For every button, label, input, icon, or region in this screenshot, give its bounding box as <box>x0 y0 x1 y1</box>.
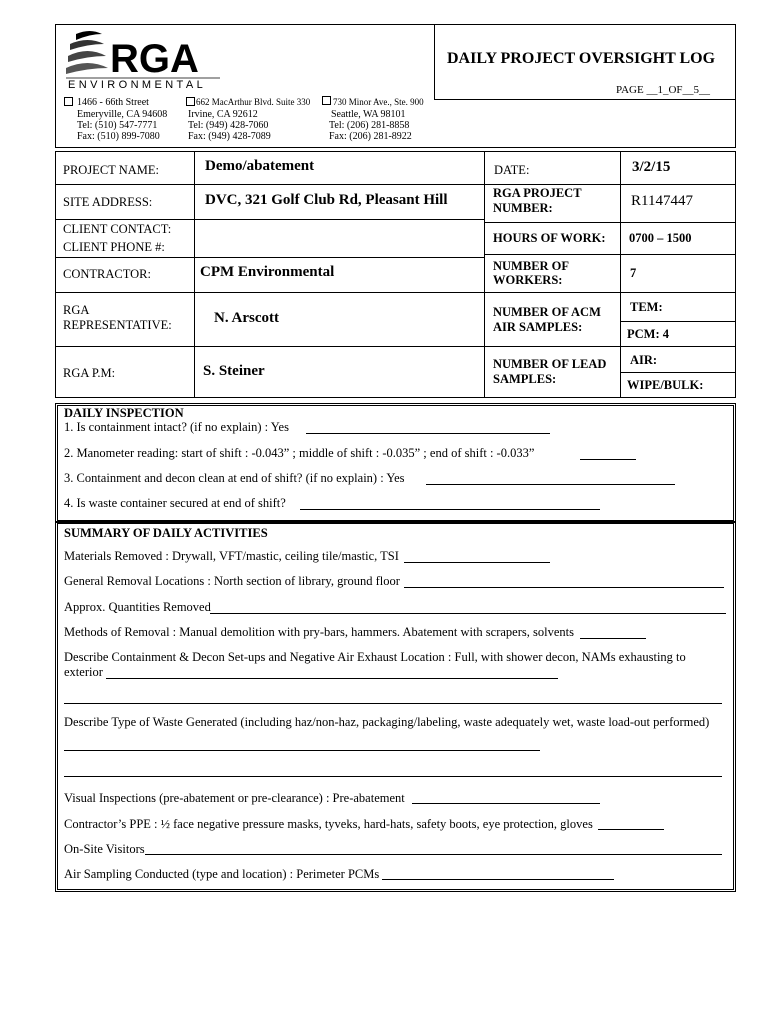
rga-rep-label-1: RGA <box>63 303 90 317</box>
inspection-q3: 3. Containment and decon clean at end of shift? (if no explain) : Yes <box>64 471 405 485</box>
waste-generated-line-1[interactable] <box>64 750 540 751</box>
form-title: DAILY PROJECT OVERSIGHT LOG <box>447 50 716 67</box>
inspection-q1-answer-line[interactable] <box>306 433 550 434</box>
office-irvine-line4: Fax: (949) 428-7089 <box>188 131 271 142</box>
rga-pm-label: RGA P.M: <box>63 366 116 380</box>
air-sampling: Air Sampling Conducted (type and location) : Perimeter PCMs <box>64 867 380 881</box>
office-emeryville-line2: Emeryville, CA 94608 <box>77 109 168 120</box>
office-seattle-line3: Tel: (206) 281-8858 <box>329 120 410 131</box>
approx-quantities-line[interactable] <box>210 613 726 614</box>
workers-value[interactable]: 7 <box>630 266 637 280</box>
contractor-ppe-line[interactable] <box>598 829 664 830</box>
workers-label-1: NUMBER OF <box>493 259 570 273</box>
site-address-value[interactable]: DVC, 321 Golf Club Rd, Pleasant Hill <box>205 192 448 208</box>
general-removal-locations-line[interactable] <box>404 587 724 588</box>
grid-row-left-2 <box>55 219 484 220</box>
grid-row-left-5 <box>55 346 484 347</box>
inspection-q2: 2. Manometer reading: start of shift : -0.043” ; middle of shift : -0.035” ; end of shift : -0.033” <box>64 446 535 460</box>
client-contact-label: CLIENT CONTACT: <box>63 222 172 236</box>
logo-subtext: ENVIRONMENTAL <box>68 79 207 90</box>
grid-row-left-1 <box>55 184 484 185</box>
date-label: DATE: <box>494 163 530 177</box>
lead-label-1: NUMBER OF LEAD <box>493 357 607 371</box>
wipe-bulk-label[interactable]: WIPE/BULK: <box>627 378 704 392</box>
inspection-q3-answer-line[interactable] <box>426 484 675 485</box>
rga-logo <box>64 28 224 90</box>
contractor-label: CONTRACTOR: <box>63 267 151 281</box>
office-emeryville-line4: Fax: (510) 899-7080 <box>77 131 160 142</box>
pcm-label[interactable]: PCM: 4 <box>627 327 669 341</box>
header-row-divider <box>434 99 736 100</box>
grid-row-left-3 <box>55 257 484 258</box>
office-irvine-checkbox[interactable] <box>186 97 195 106</box>
grid-row-air-wipe <box>620 372 736 373</box>
inspection-q4-answer-line[interactable] <box>300 509 600 510</box>
office-irvine-line2: Irvine, CA 92612 <box>188 109 258 120</box>
office-emeryville-line1: 1466 - 66th Street <box>77 97 149 108</box>
office-seattle-checkbox[interactable] <box>322 96 331 105</box>
grid-col-3 <box>620 151 621 398</box>
visual-inspections: Visual Inspections (pre-abatement or pre-clearance) : Pre-abatement <box>64 791 405 805</box>
methods-of-removal-line[interactable] <box>580 638 646 639</box>
on-site-visitors: On-Site Visitors <box>64 842 145 856</box>
project-number-label-1: RGA PROJECT <box>493 186 582 200</box>
rga-rep-label-2: REPRESENTATIVE: <box>63 318 172 332</box>
office-emeryville-line3: Tel: (510) 547-7771 <box>77 120 158 131</box>
office-irvine-line1: 662 MacArthur Blvd. Suite 330 <box>196 97 311 107</box>
methods-of-removal: Methods of Removal : Manual demolition with pry-bars, hammers. Abatement with scrapers, solvents <box>64 625 574 639</box>
office-seattle-line2: Seattle, WA 98101 <box>331 109 406 120</box>
approx-quantities: Approx. Quantities Removed <box>64 600 211 614</box>
containment-line-2[interactable] <box>64 703 722 704</box>
header-divider <box>434 24 435 99</box>
inspection-heading: DAILY INSPECTION <box>64 406 184 420</box>
grid-row-right-4 <box>484 292 736 293</box>
materials-removed-line[interactable] <box>404 562 550 563</box>
containment-description-2: exterior <box>64 665 103 679</box>
project-number-label-2: NUMBER: <box>493 201 553 215</box>
containment-line-1[interactable] <box>106 678 558 679</box>
inspection-q1: 1. Is containment intact? (if no explain) : Yes <box>64 420 289 434</box>
containment-description-1: Describe Containment & Decon Set-ups and Negative Air Exhaust Location : Full, with shower decon, NAMs exhausting to <box>64 650 686 664</box>
grid-row-right-2 <box>484 222 736 223</box>
visual-inspections-line[interactable] <box>412 803 600 804</box>
logo-text: RGA <box>110 37 199 81</box>
waste-generated: Describe Type of Waste Generated (including haz/non-haz, packaging/labeling, waste adequately wet, waste load-out performed) <box>64 715 710 729</box>
grid-col-1 <box>194 151 195 398</box>
contractor-value[interactable]: CPM Environmental <box>200 264 335 280</box>
grid-row-right-3 <box>484 254 736 255</box>
acm-label-1: NUMBER OF ACM <box>493 305 601 319</box>
page-label: PAGE __1_OF__5__ <box>616 84 711 96</box>
grid-row-right-1 <box>484 184 736 185</box>
tem-label[interactable]: TEM: <box>630 300 663 314</box>
waste-generated-line-2[interactable] <box>64 776 722 777</box>
general-removal-locations: General Removal Locations : North section of library, ground floor <box>64 574 400 588</box>
site-address-label: SITE ADDRESS: <box>63 195 153 209</box>
project-name-value[interactable]: Demo/abatement <box>205 158 315 174</box>
client-phone-label: CLIENT PHONE #: <box>63 240 165 254</box>
lead-label-2: SAMPLES: <box>493 372 557 386</box>
inspection-q2-answer-line[interactable] <box>580 459 636 460</box>
grid-col-2 <box>484 151 485 398</box>
rga-rep-value[interactable]: N. Arscott <box>214 310 279 326</box>
contractor-ppe: Contractor’s PPE : ½ face negative pressure masks, tyveks, hard-hats, safety boots, eye protection, gloves <box>64 817 593 831</box>
on-site-visitors-line[interactable] <box>145 854 722 855</box>
office-seattle-line1: 730 Minor Ave., Ste. 900 <box>333 97 424 107</box>
rga-pm-value[interactable]: S. Steiner <box>203 363 265 379</box>
air-sampling-line[interactable] <box>382 879 614 880</box>
materials-removed: Materials Removed : Drywall, VFT/mastic, ceiling tile/mastic, TSI <box>64 549 399 563</box>
grid-row-left-4 <box>55 292 484 293</box>
summary-heading: SUMMARY OF DAILY ACTIVITIES <box>64 526 268 540</box>
office-emeryville-checkbox[interactable] <box>64 97 73 106</box>
project-number-value[interactable]: R1147447 <box>631 193 693 209</box>
office-irvine-line3: Tel: (949) 428-7060 <box>188 120 269 131</box>
date-value[interactable]: 3/2/15 <box>632 159 671 175</box>
grid-row-right-5 <box>484 346 736 347</box>
office-seattle-line4: Fax: (206) 281-8922 <box>329 131 412 142</box>
project-name-label: PROJECT NAME: <box>63 163 159 177</box>
inspection-q4: 4. Is waste container secured at end of shift? <box>64 496 286 510</box>
hours-label: HOURS OF WORK: <box>493 231 606 245</box>
acm-label-2: AIR SAMPLES: <box>493 320 583 334</box>
grid-row-tem-pcm <box>620 321 736 322</box>
air-label[interactable]: AIR: <box>630 353 658 367</box>
workers-label-2: WORKERS: <box>493 273 563 287</box>
hours-value[interactable]: 0700 – 1500 <box>629 231 692 245</box>
